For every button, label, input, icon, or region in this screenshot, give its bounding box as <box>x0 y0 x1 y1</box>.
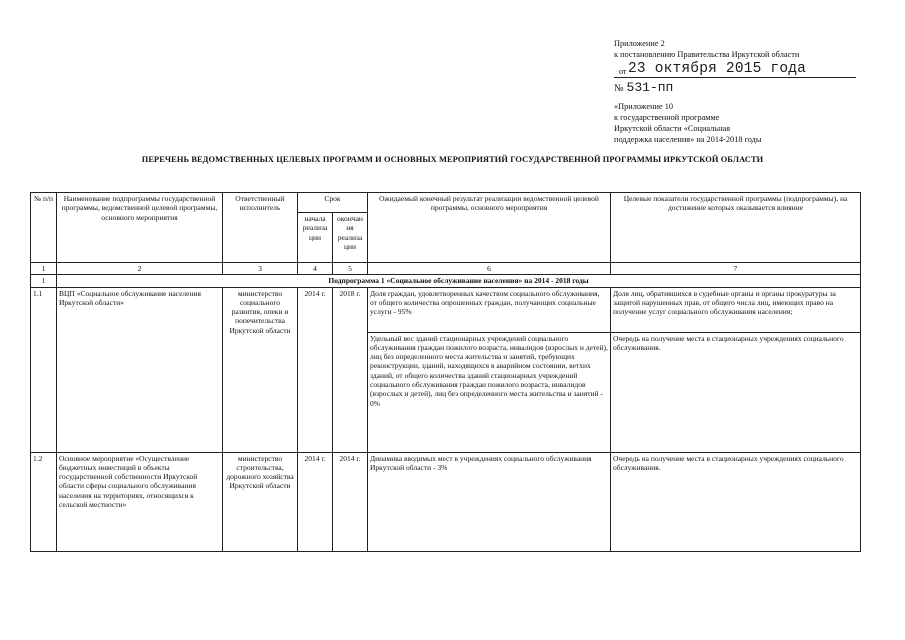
row-start: 2014 г. <box>298 452 333 551</box>
appendix-10-line3: Иркутской области «Социальная <box>614 124 731 133</box>
header-term: Срок <box>298 193 368 213</box>
header-end: окончан ия реализа ции <box>333 213 368 263</box>
row-end: 2014 г. <box>333 452 368 551</box>
subprogram-row <box>31 275 861 287</box>
row-result: Удельный вес зданий стационарных учреждений социального обслуживания граждан пожилого возраста, инвалидов (взрослых и детей), лиц без определенного места жительства и занятий, требующих реконструкции, зданий, находящихся в аварийном состоянии, ветхих зданий, от общего количества зданий стационарных учреждений социального обслуживания граждан пожилого возраста, инвалидов (взрослых и детей), лиц без определенного места жительства и занятий - 0% <box>368 332 611 452</box>
row-result: Доля граждан, удовлетворенных качеством социального обслуживания, от общего количества опрошенных граждан, получающих социальные услуги - 95% <box>368 287 611 332</box>
col-number: 6 <box>368 263 611 275</box>
row-result: Динамика вводимых мест в учреждениях социального обслуживания Иркутской области - 3% <box>368 452 611 551</box>
header-result: Ожидаемый конечный результат реализации ведомственной целевой программы, основного мероприятия <box>368 193 611 263</box>
row-indicator: Очередь на получение места в стационарных учреждениях социального обслуживания. <box>611 332 861 452</box>
resolution-date-line <box>614 55 856 78</box>
header-num: № п/п <box>31 193 57 263</box>
header-indicators: Целевые показатели государственной программы (подпрограммы), на достижение которых оказывается влияние <box>611 193 861 263</box>
number-sign: № <box>614 83 624 94</box>
row-indicator: Очередь на получение места в стационарных учреждениях социального обслуживания. <box>611 452 861 551</box>
appendix-10-line2: к государственной программе <box>614 113 720 122</box>
appendix-10-label: «Приложение 10 <box>614 102 674 111</box>
row-executor: министерство социального развития, опеки и попечительства Иркутской области <box>223 287 298 452</box>
document-title: ПЕРЕЧЕНЬ ВЕДОМСТВЕННЫХ ЦЕЛЕВЫХ ПРОГРАММ И ОСНОВНЫХ МЕРОПРИЯТИЙ ГОСУДАРСТВЕННОЙ ПРОГРАММЫ ИРКУТСКОЙ ОБЛАСТИ <box>141 155 764 164</box>
resolution-number-line <box>614 78 673 96</box>
table-row <box>31 452 861 551</box>
table-row <box>31 287 861 332</box>
col-number: 1 <box>31 263 57 275</box>
header-executor: Ответственный исполнитель <box>223 193 298 263</box>
column-number-row <box>31 263 861 275</box>
col-number: 2 <box>57 263 223 275</box>
row-end: 2018 г. <box>333 287 368 452</box>
subprogram-title: Подпрограмма 1 «Социальное обслуживание населения» на 2014 - 2018 годы <box>57 275 861 287</box>
row-num: 1.2 <box>31 452 57 551</box>
row-executor: министерство строительства, дорожного хозяйства Иркутской области <box>223 452 298 551</box>
resolution-label: к постановлению Правительства Иркутской области <box>614 50 800 59</box>
table-header-row <box>31 193 861 213</box>
header-start: начала реализа ции <box>298 213 333 263</box>
col-number: 7 <box>611 263 861 275</box>
resolution-date: 23 октября 2015 года <box>628 61 807 77</box>
col-number: 3 <box>223 263 298 275</box>
appendix-10-line4: поддержка населения» на 2014-2018 годы <box>614 135 762 144</box>
programs-table <box>30 192 861 552</box>
header-name: Наименование подпрограммы государственной программы, ведомственной целевой программы, основного мероприятия <box>57 193 223 263</box>
row-num: 1.1 <box>31 287 57 452</box>
resolution-number: 531-пп <box>626 80 674 95</box>
col-number: 4 <box>298 263 333 275</box>
ot-label: от <box>619 67 627 76</box>
row-start: 2014 г. <box>298 287 333 452</box>
appendix-2-label: Приложение 2 <box>614 39 665 48</box>
row-indicator: Доля лиц, обратившихся в судебные органы и органы прокуратуры за защитой нарушенных прав, от общего числа лиц, имеющих право на получение услуг социального обслуживания населения; <box>611 287 861 332</box>
row-name: ВЦП «Социальное обслуживание населения Иркутской области» <box>57 287 223 452</box>
subprogram-num: 1 <box>31 275 57 287</box>
row-name: Основное мероприятие «Осуществление бюджетных инвестиций в объекты государственной собственности Иркутской области сферы социального обслуживания населения на территориях, относящихся к сельской местности» <box>57 452 223 551</box>
col-number: 5 <box>333 263 368 275</box>
